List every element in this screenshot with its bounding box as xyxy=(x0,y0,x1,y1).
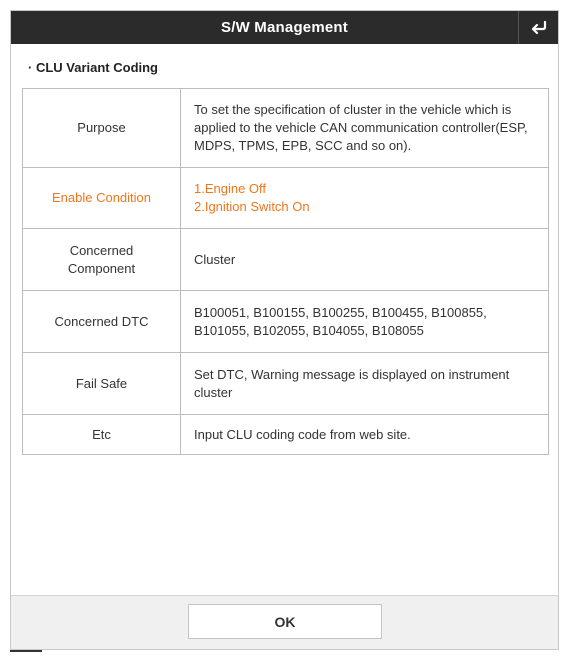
row-value: Input CLU coding code from web site. xyxy=(181,415,549,455)
bottom-edge-mark xyxy=(10,650,42,652)
dialog-footer xyxy=(11,595,558,649)
info-table xyxy=(22,88,549,455)
row-value: To set the specification of cluster in the vehicle which is applied to the vehicle CAN communication controller(ESP, MDPS, TPMS, EPB, SCC and so on). xyxy=(181,89,549,168)
row-value: Set DTC, Warning message is displayed on instrument cluster xyxy=(181,353,549,415)
row-label: Concerned DTC xyxy=(23,291,181,353)
row-label: Fail Safe xyxy=(23,353,181,415)
section-title: · CLU Variant Coding xyxy=(28,60,158,75)
window-title: S/W Management xyxy=(221,19,348,36)
table-row-enable-condition xyxy=(23,168,549,229)
table-row-purpose xyxy=(23,89,549,168)
table-row-etc xyxy=(23,415,549,455)
ok-button[interactable]: OK xyxy=(188,604,382,639)
back-button[interactable] xyxy=(518,11,558,44)
row-value: B100051, B100155, B100255, B100455, B100855, B101055, B102055, B104055, B108055 xyxy=(181,291,549,353)
row-label: Enable Condition xyxy=(23,168,181,229)
table-row-fail-safe xyxy=(23,353,549,415)
row-label: Etc xyxy=(23,415,181,455)
return-arrow-icon xyxy=(530,21,548,35)
row-value xyxy=(181,168,549,229)
sw-management-dialog xyxy=(10,10,559,650)
row-label: Purpose xyxy=(23,89,181,168)
row-value: Cluster xyxy=(181,229,549,291)
table-row-concerned-dtc xyxy=(23,291,549,353)
row-label: Concerned Component xyxy=(23,229,181,291)
table-row-concerned-component xyxy=(23,229,549,291)
title-bar xyxy=(11,11,558,44)
condition-line: 2.Ignition Switch On xyxy=(194,199,310,214)
condition-line: 1.Engine Off xyxy=(194,181,267,196)
